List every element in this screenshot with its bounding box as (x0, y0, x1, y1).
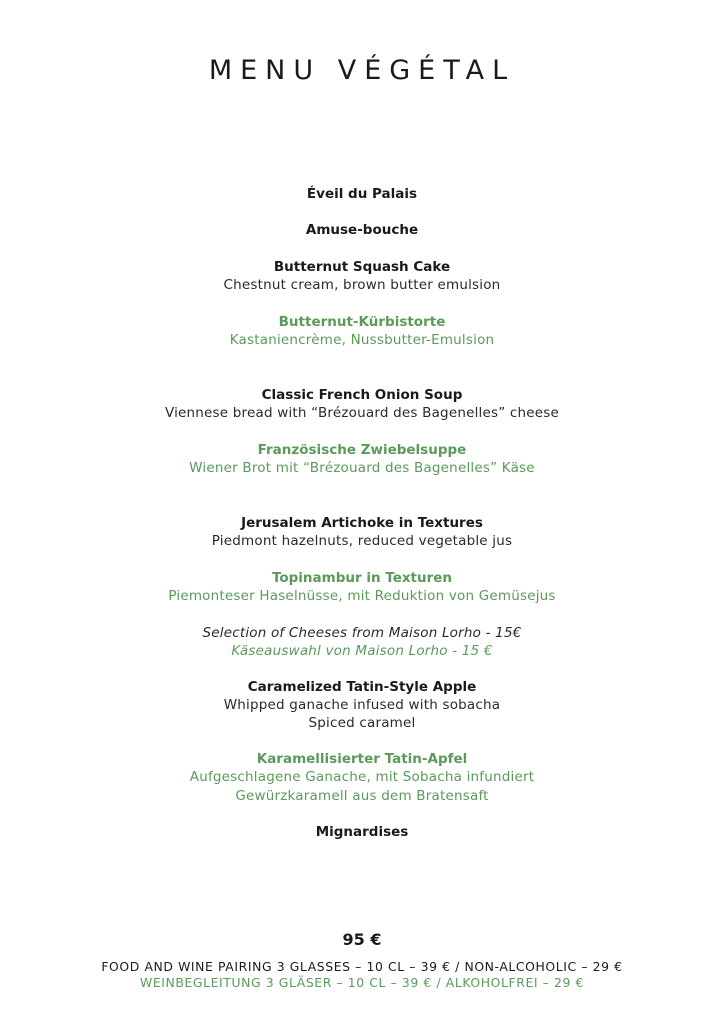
pairing-en: FOOD AND WINE PAIRING 3 GLASSES – 10 CL – 39 € / NON-ALCOHOLIC – 29 € (101, 959, 623, 974)
course-3-desc-de: Piemonteser Haselnüsse, mit Reduktion von Gemüsejus (168, 588, 556, 604)
course-3-name-en: Jerusalem Artichoke in Textures (241, 515, 483, 531)
course-eveil: Éveil du Palais (306, 186, 418, 202)
course-1-desc-en: Chestnut cream, brown butter emulsion (223, 277, 501, 293)
pairing-de: WEINBEGLEITUNG 3 GLÄSER – 10 CL – 39 € / ALKOHOLFREI – 29 € (139, 975, 585, 990)
course-1-name-en: Butternut Squash Cake (273, 259, 451, 275)
course-4-desc-de-2: Gewürzkaramell aus dem Bratensaft (235, 788, 489, 804)
menu-price: 95 € (342, 930, 382, 949)
course-4-name-de: Karamellisierter Tatin-Apfel (256, 751, 468, 767)
course-3-desc-en: Piedmont hazelnuts, reduced vegetable jus (211, 533, 513, 549)
course-4-desc-en-1: Whipped ganache infused with sobacha (223, 697, 501, 713)
course-4-name-en: Caramelized Tatin-Style Apple (247, 679, 477, 695)
course-3-name-de: Topinambur in Texturen (271, 570, 453, 586)
menu-title: MENU VÉGÉTAL (208, 55, 516, 86)
course-4-desc-en-2: Spiced caramel (308, 715, 416, 731)
course-2-name-en: Classic French Onion Soup (261, 387, 463, 403)
course-4-desc-de-1: Aufgeschlagene Ganache, mit Sobacha infundiert (189, 769, 535, 785)
course-1-desc-de: Kastaniencrème, Nussbutter-Emulsion (229, 332, 495, 348)
course-1-name-de: Butternut-Kürbistorte (278, 314, 446, 330)
cheese-option-en: Selection of Cheeses from Maison Lorho - 15€ (202, 625, 522, 641)
course-amuse-bouche: Amuse-bouche (305, 222, 419, 238)
course-2-desc-en: Viennese bread with “Brézouard des Bagenelles” cheese (164, 405, 560, 421)
course-2-desc-de: Wiener Brot mit “Brézouard des Bagenelles” Käse (189, 460, 535, 476)
cheese-option-de: Käseauswahl von Maison Lorho - 15 € (231, 643, 493, 659)
course-2-name-de: Französische Zwiebelsuppe (257, 442, 467, 458)
course-mignardises: Mignardises (315, 824, 409, 840)
